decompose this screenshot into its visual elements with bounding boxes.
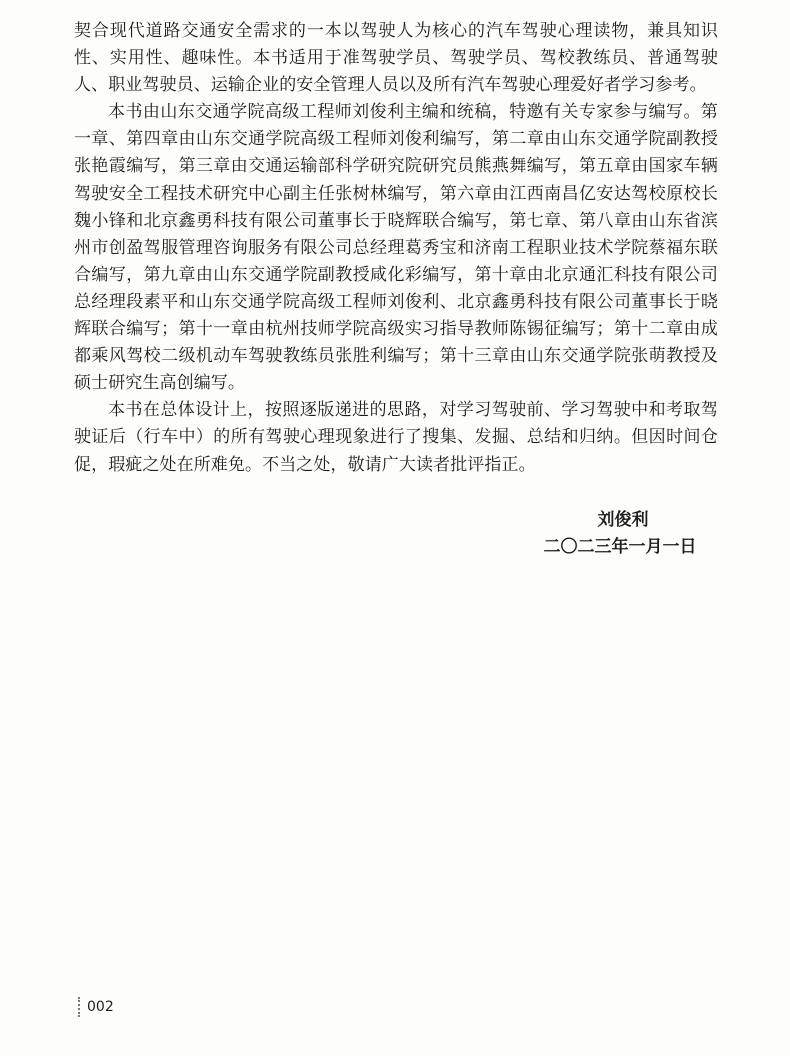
- paragraph-3: 本书在总体设计上，按照逐版递进的思路，对学习驾驶前、学习驾驶中和考取驾驶证后（行车中）的所有驾驶心理现象进行了搜集、发掘、总结和归纳。但因时间仓促，瑕疵之处在所难免。不当之处，敬请广大读者批评指正。: [74, 400, 718, 475]
- page-number: 002: [78, 997, 114, 1017]
- signature-date: 二〇二三年一月一日: [543, 537, 697, 557]
- paragraph-2: 本书由山东交通学院高级工程师刘俊利主编和统稿，特邀有关专家参与编写。第一章、第四章由山东交通学院高级工程师刘俊利编写，第二章由山东交通学院副教授张艳霞编写，第三章由交通运输部科学研究院研究员熊燕舞编写，第五章由国家车辆驾驶安全工程技术研究中心副主任张树林编写，第六章由江西南昌亿安达驾校原校长魏小锋和北京鑫勇科技有限公司董事长于晓辉联合编写，第七章、第八章由山东省滨州市创盈驾服管理咨询服务有限公司总经理葛秀宝和济南工程职业技术学院蔡福东联合编写，第九章由山东交通学院副教授咸化彩编写，第十章由北京通汇科技有限公司总经理段素平和山东交通学院高级工程师刘俊利、北京鑫勇科技有限公司董事长于晓辉联合编写；第十一章由杭州技师学院高级实习指导教师陈锡征编写；第十二章由成都乘风驾校二级机动车驾驶教练员张胜利编写；第十三章由山东交通学院张萌教授及硕士研究生高创编写。: [74, 102, 718, 394]
- document-body: [74, 18, 718, 479]
- signature-block: [520, 507, 720, 561]
- paragraph-1: 契合现代道路交通安全需求的一本以驾驶人为核心的汽车驾驶心理读物，兼具知识性、实用性、趣味性。本书适用于准驾驶学员、驾驶学员、驾校教练员、普通驾驶人、职业驾驶员、运输企业的安全管理人员以及所有汽车驾驶心理爱好者学习参考。: [74, 21, 718, 96]
- signature-name: 刘俊利: [597, 510, 649, 530]
